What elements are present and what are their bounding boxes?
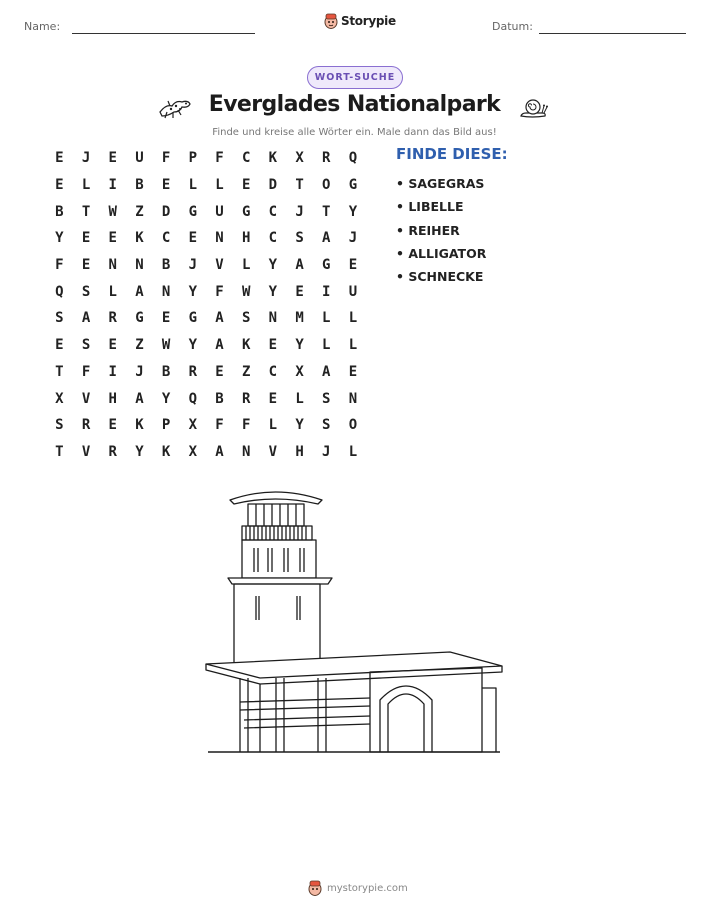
- grid-letter[interactable]: E: [241, 177, 251, 194]
- grid-letter[interactable]: E: [108, 230, 117, 247]
- grid-letter[interactable]: Y: [188, 283, 197, 300]
- grid-letter[interactable]: S: [322, 417, 331, 434]
- grid-row: [46, 439, 366, 466]
- brand-name: Storypie: [341, 14, 396, 28]
- grid-letter[interactable]: Y: [135, 443, 144, 460]
- grid-letter[interactable]: A: [135, 283, 144, 300]
- grid-letter[interactable]: F: [161, 150, 171, 167]
- grid-letter[interactable]: F: [215, 150, 224, 167]
- grid-letter[interactable]: C: [268, 363, 278, 380]
- category-badge: WORT-SUCHE: [307, 66, 403, 89]
- grid-letter[interactable]: L: [81, 177, 91, 194]
- grid-row: [46, 278, 366, 305]
- grid-letter[interactable]: H: [295, 443, 304, 460]
- grid-letter[interactable]: X: [295, 363, 304, 380]
- grid-letter[interactable]: K: [241, 337, 251, 354]
- grid-letter[interactable]: U: [135, 150, 144, 167]
- grid-letter[interactable]: E: [108, 150, 117, 167]
- grid-letter[interactable]: F: [215, 283, 224, 300]
- grid-letter[interactable]: V: [81, 390, 91, 407]
- grid-letter[interactable]: E: [161, 310, 171, 327]
- grid-letter[interactable]: X: [295, 150, 304, 167]
- grid-letter[interactable]: I: [108, 177, 117, 194]
- grid-letter[interactable]: Q: [348, 150, 358, 167]
- grid-letter[interactable]: A: [322, 230, 331, 247]
- grid-letter[interactable]: L: [322, 337, 331, 354]
- grid-letter[interactable]: E: [55, 337, 64, 354]
- grid-letter[interactable]: I: [322, 283, 331, 300]
- grid-letter[interactable]: C: [241, 150, 251, 167]
- grid-letter[interactable]: O: [322, 177, 331, 194]
- grid-letter[interactable]: B: [161, 257, 171, 274]
- grid-letter[interactable]: J: [295, 203, 304, 220]
- find-heading: FINDE DIESE:: [396, 145, 508, 163]
- grid-letter[interactable]: A: [215, 310, 224, 327]
- grid-letter[interactable]: Q: [188, 390, 197, 407]
- grid-letter[interactable]: E: [188, 230, 197, 247]
- grid-letter[interactable]: W: [241, 283, 251, 300]
- name-label: Name:: [24, 20, 61, 33]
- grid-letter[interactable]: N: [241, 443, 251, 460]
- grid-letter[interactable]: L: [268, 417, 278, 434]
- grid-letter[interactable]: J: [81, 150, 91, 167]
- grid-letter[interactable]: E: [55, 150, 64, 167]
- grid-letter[interactable]: T: [322, 203, 331, 220]
- grid-letter[interactable]: L: [295, 390, 304, 407]
- grid-letter[interactable]: L: [322, 310, 331, 327]
- grid-letter[interactable]: L: [108, 283, 117, 300]
- grid-letter[interactable]: N: [348, 390, 358, 407]
- grid-letter[interactable]: Y: [268, 257, 278, 274]
- grid-row: [46, 172, 366, 199]
- grid-letter[interactable]: N: [215, 230, 224, 247]
- grid-letter[interactable]: T: [295, 177, 304, 194]
- grid-letter[interactable]: Y: [161, 390, 171, 407]
- grid-letter[interactable]: A: [322, 363, 331, 380]
- grid-letter[interactable]: M: [295, 310, 304, 327]
- word-item: • SAGEGRAS: [396, 176, 485, 192]
- grid-letter[interactable]: B: [135, 177, 144, 194]
- grid-letter[interactable]: S: [55, 310, 64, 327]
- grid-letter[interactable]: C: [268, 203, 278, 220]
- grid-row: [46, 305, 366, 332]
- grid-letter[interactable]: E: [348, 363, 358, 380]
- grid-letter[interactable]: L: [215, 177, 224, 194]
- word-item: • SCHNECKE: [396, 269, 484, 285]
- grid-row: [46, 412, 366, 439]
- grid-letter[interactable]: F: [215, 417, 224, 434]
- grid-letter[interactable]: A: [215, 443, 224, 460]
- grid-letter[interactable]: E: [215, 363, 224, 380]
- grid-letter[interactable]: F: [241, 417, 251, 434]
- grid-letter[interactable]: E: [268, 390, 278, 407]
- grid-letter[interactable]: E: [108, 417, 117, 434]
- grid-letter[interactable]: R: [322, 150, 331, 167]
- snail-icon: [518, 94, 548, 120]
- grid-letter[interactable]: Y: [55, 230, 64, 247]
- footer: [308, 880, 408, 896]
- grid-letter[interactable]: J: [348, 230, 358, 247]
- grid-letter[interactable]: X: [188, 417, 197, 434]
- storypie-mascot-icon: [324, 13, 338, 29]
- page-title: Everglades Nationalpark: [208, 92, 501, 117]
- grid-letter[interactable]: L: [241, 257, 251, 274]
- grid-row: [46, 385, 366, 412]
- tower-building-illustration: [200, 488, 505, 756]
- grid-letter[interactable]: S: [241, 310, 251, 327]
- grid-letter[interactable]: H: [108, 390, 117, 407]
- grid-letter[interactable]: X: [55, 390, 64, 407]
- grid-letter[interactable]: G: [188, 203, 197, 220]
- grid-letter[interactable]: Y: [268, 283, 278, 300]
- grid-letter[interactable]: S: [55, 417, 64, 434]
- grid-letter[interactable]: G: [322, 257, 331, 274]
- grid-letter[interactable]: L: [188, 177, 197, 194]
- grid-letter[interactable]: E: [55, 177, 64, 194]
- grid-letter[interactable]: D: [161, 203, 171, 220]
- grid-letter[interactable]: X: [188, 443, 197, 460]
- grid-letter[interactable]: E: [295, 283, 304, 300]
- grid-letter[interactable]: T: [55, 443, 64, 460]
- grid-letter[interactable]: L: [348, 337, 358, 354]
- grid-letter[interactable]: C: [268, 230, 278, 247]
- grid-letter[interactable]: N: [108, 257, 117, 274]
- grid-letter[interactable]: A: [135, 390, 144, 407]
- grid-letter[interactable]: K: [135, 230, 144, 247]
- grid-letter[interactable]: V: [268, 443, 278, 460]
- grid-letter[interactable]: N: [161, 283, 171, 300]
- footer-url[interactable]: mystorypie.com: [327, 882, 408, 894]
- instructions: Finde und kreise alle Wörter ein. Male dann das Bild aus!: [212, 127, 497, 138]
- word-search-grid: [46, 145, 366, 465]
- grid-letter[interactable]: E: [108, 337, 117, 354]
- grid-letter[interactable]: U: [215, 203, 224, 220]
- grid-letter[interactable]: O: [348, 417, 358, 434]
- grid-letter[interactable]: B: [215, 390, 224, 407]
- grid-letter[interactable]: V: [81, 443, 91, 460]
- grid-letter[interactable]: R: [241, 390, 251, 407]
- grid-letter[interactable]: Z: [135, 203, 144, 220]
- grid-letter[interactable]: Z: [135, 337, 144, 354]
- grid-letter[interactable]: A: [295, 257, 304, 274]
- grid-letter[interactable]: J: [135, 363, 144, 380]
- grid-letter[interactable]: B: [161, 363, 171, 380]
- grid-letter[interactable]: W: [108, 203, 117, 220]
- grid-letter[interactable]: K: [135, 417, 144, 434]
- grid-letter[interactable]: S: [81, 283, 91, 300]
- grid-letter[interactable]: E: [161, 177, 171, 194]
- grid-letter[interactable]: S: [322, 390, 331, 407]
- grid-letter[interactable]: R: [188, 363, 197, 380]
- grid-letter[interactable]: Q: [55, 283, 64, 300]
- grid-letter[interactable]: E: [81, 257, 91, 274]
- grid-letter[interactable]: D: [268, 177, 278, 194]
- grid-letter[interactable]: V: [215, 257, 224, 274]
- grid-letter[interactable]: G: [348, 177, 358, 194]
- grid-letter[interactable]: N: [268, 310, 278, 327]
- word-list: [396, 172, 486, 288]
- grid-letter[interactable]: E: [81, 230, 91, 247]
- grid-row: [46, 198, 366, 225]
- grid-letter[interactable]: L: [348, 443, 358, 460]
- date-label: Datum:: [492, 20, 533, 33]
- grid-letter[interactable]: K: [268, 150, 278, 167]
- grid-letter[interactable]: P: [188, 150, 197, 167]
- grid-row: [46, 359, 366, 386]
- grid-letter[interactable]: T: [81, 203, 91, 220]
- grid-letter[interactable]: L: [348, 310, 358, 327]
- grid-letter[interactable]: R: [81, 417, 91, 434]
- grid-letter[interactable]: N: [135, 257, 144, 274]
- brand-logo: [324, 13, 396, 29]
- grid-row: [46, 225, 366, 252]
- grid-letter[interactable]: S: [81, 337, 91, 354]
- grid-letter[interactable]: J: [188, 257, 197, 274]
- grid-letter[interactable]: K: [161, 443, 171, 460]
- grid-row: [46, 145, 366, 172]
- grid-letter[interactable]: S: [295, 230, 304, 247]
- grid-letter[interactable]: E: [348, 257, 358, 274]
- grid-letter[interactable]: Y: [188, 337, 197, 354]
- storypie-mascot-icon: [308, 880, 322, 896]
- date-line[interactable]: [539, 33, 686, 34]
- grid-letter[interactable]: F: [81, 363, 91, 380]
- grid-letter[interactable]: A: [215, 337, 224, 354]
- grid-letter[interactable]: A: [81, 310, 91, 327]
- grid-letter[interactable]: I: [108, 363, 117, 380]
- grid-letter[interactable]: E: [268, 337, 278, 354]
- grid-letter[interactable]: U: [348, 283, 358, 300]
- grid-letter[interactable]: H: [241, 230, 251, 247]
- grid-letter[interactable]: P: [161, 417, 171, 434]
- grid-letter[interactable]: W: [161, 337, 171, 354]
- grid-letter[interactable]: R: [108, 310, 117, 327]
- grid-letter[interactable]: F: [55, 257, 64, 274]
- grid-letter[interactable]: Z: [241, 363, 251, 380]
- grid-letter[interactable]: Y: [295, 337, 304, 354]
- grid-letter[interactable]: Y: [295, 417, 304, 434]
- grid-letter[interactable]: Y: [348, 203, 358, 220]
- name-line[interactable]: [72, 33, 255, 34]
- grid-letter[interactable]: B: [55, 203, 64, 220]
- grid-letter[interactable]: C: [161, 230, 171, 247]
- grid-letter[interactable]: G: [135, 310, 144, 327]
- word-item: • LIBELLE: [396, 199, 464, 215]
- word-item: • ALLIGATOR: [396, 246, 487, 262]
- grid-letter[interactable]: T: [55, 363, 64, 380]
- grid-letter[interactable]: G: [188, 310, 197, 327]
- word-item: • REIHER: [396, 222, 460, 238]
- grid-letter[interactable]: J: [322, 443, 331, 460]
- grid-letter[interactable]: G: [241, 203, 251, 220]
- grid-letter[interactable]: R: [108, 443, 117, 460]
- grid-row: [46, 252, 366, 279]
- grid-row: [46, 332, 366, 359]
